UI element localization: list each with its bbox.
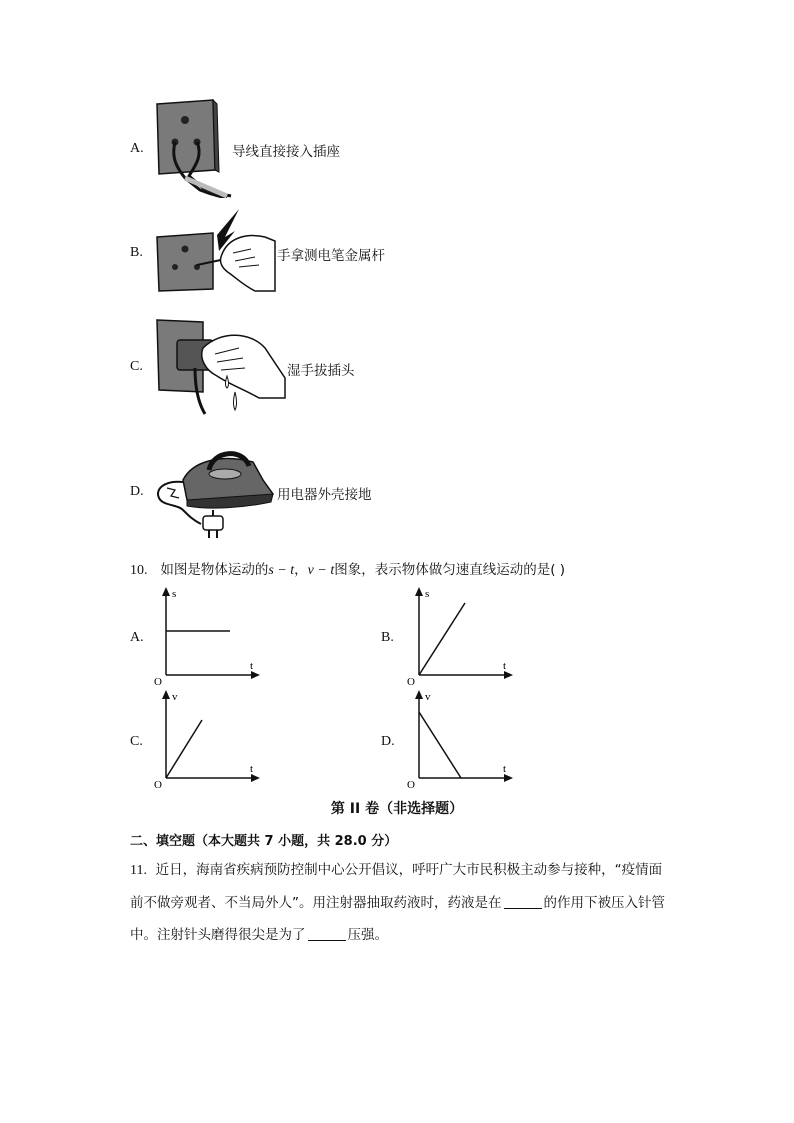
separator: ，: [294, 562, 308, 578]
y-axis-label: s: [425, 588, 430, 600]
option-b-text: 手拿测电笔金属杆: [277, 248, 385, 264]
x-axis-arrow: [251, 671, 260, 679]
question-text: 如图是物体运动的: [160, 562, 269, 578]
question-10: [130, 558, 565, 583]
option-b-letter: B.: [130, 245, 143, 260]
question-number: 11.: [130, 863, 147, 878]
question-text-end: 图象，表示物体做匀速直线运动的是( ): [334, 562, 566, 578]
origin-label: O: [154, 676, 162, 685]
outlet-with-test-pen-icon: [155, 207, 277, 293]
graph-d-letter: D.: [381, 734, 395, 749]
x-axis-label: t: [250, 763, 254, 775]
option-a-letter: A.: [130, 141, 144, 156]
electric-iron-icon: [153, 440, 278, 540]
graph-a-st: [150, 585, 265, 685]
question-text: 压强。: [347, 927, 388, 943]
x-axis-arrow: [504, 774, 513, 782]
graph-b-st: [403, 585, 518, 685]
y-axis-arrow: [415, 587, 423, 596]
y-axis-arrow: [415, 690, 423, 699]
graph-b-letter: B.: [381, 630, 394, 645]
section-title: 第 II 卷（非选择题）: [330, 801, 464, 817]
y-axis-label: v: [425, 691, 431, 703]
question-11-line-2: [130, 891, 700, 915]
graph-a-letter: A.: [130, 630, 144, 645]
answer-blank[interactable]: [308, 926, 346, 941]
math-vt: v − t: [307, 563, 335, 578]
graph-c-vt: [150, 688, 265, 788]
question-number: 10.: [130, 563, 148, 578]
question-text: 近日，海南省疾病预防控制中心公开倡议，呼吁广大市民积极主动参与接种，“疫情面: [155, 862, 663, 878]
answer-blank[interactable]: [504, 894, 542, 909]
x-axis-arrow: [504, 671, 513, 679]
graph-line: [419, 603, 465, 675]
x-axis-arrow: [251, 774, 260, 782]
section-heading: 二、填空题（本大题共 7 小题，共 28.0 分）: [130, 834, 398, 849]
wet-hand-plug-icon: [155, 318, 290, 418]
question-text: 的作用下被压入针管: [543, 895, 665, 911]
outlet-with-wires-icon: [155, 98, 235, 198]
question-11-line-1: [130, 858, 700, 883]
question-11: [130, 858, 700, 947]
x-axis-label: t: [250, 660, 254, 672]
question-text: 中。注射针头磨得很尖是为了: [130, 927, 306, 943]
x-axis-label: t: [503, 660, 507, 672]
graph-line: [166, 720, 202, 778]
option-c-letter: C.: [130, 359, 143, 374]
x-axis-label: t: [503, 763, 507, 775]
origin-label: O: [407, 676, 415, 685]
question-text: 前不做旁观者、不当局外人”。用注射器抽取药液时，药液是在: [130, 895, 502, 911]
y-axis-label: v: [172, 691, 178, 703]
graph-line: [419, 712, 461, 778]
graph-d-vt: [403, 688, 518, 788]
y-axis-arrow: [162, 587, 170, 596]
option-c-text: 湿手拔插头: [287, 363, 355, 379]
question-11-line-3: [130, 923, 700, 947]
option-d-text: 用电器外壳接地: [277, 487, 372, 503]
option-d-letter: D.: [130, 484, 144, 499]
math-st: s − t: [268, 563, 295, 578]
y-axis-arrow: [162, 690, 170, 699]
option-a-text: 导线直接接入插座: [232, 144, 340, 160]
origin-label: O: [407, 779, 415, 788]
graph-c-letter: C.: [130, 734, 143, 749]
y-axis-label: s: [172, 588, 177, 600]
origin-label: O: [154, 779, 162, 788]
